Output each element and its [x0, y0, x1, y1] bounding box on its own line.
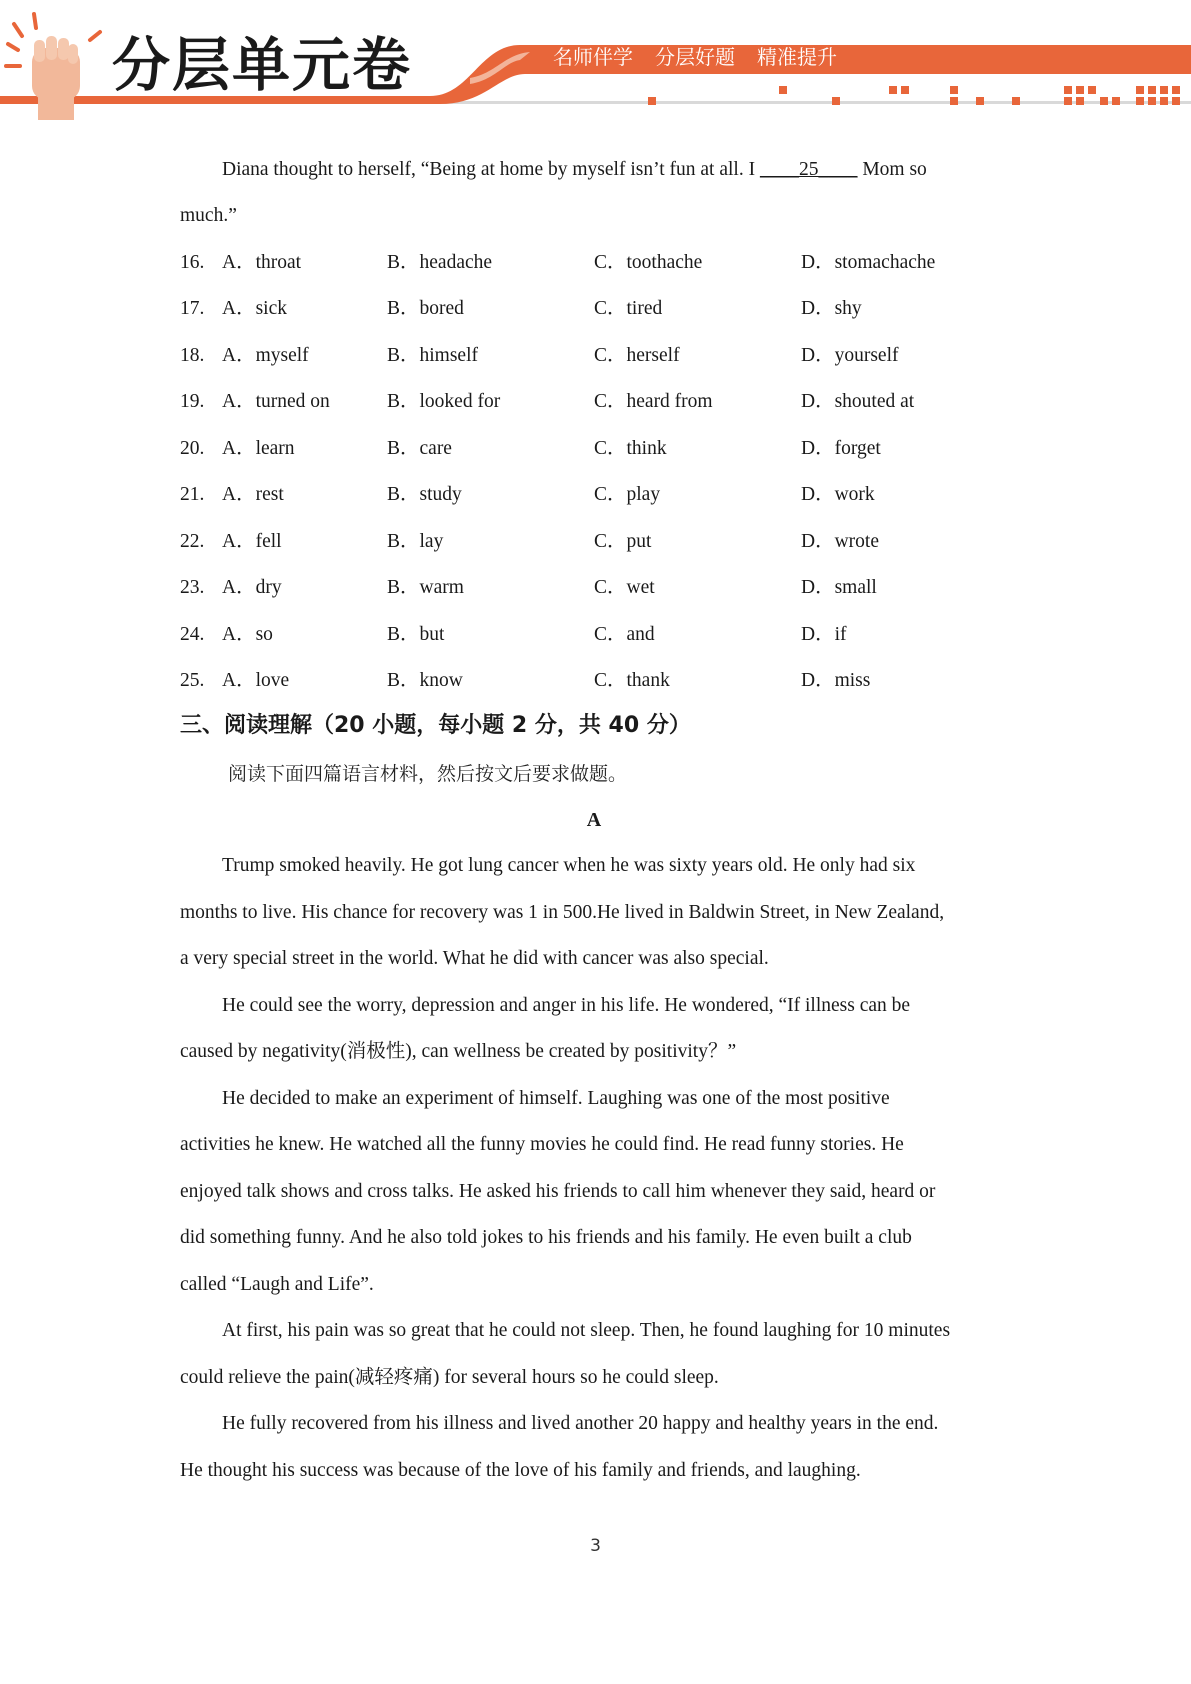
question-number: 22.: [180, 531, 205, 552]
question-row: [180, 297, 1020, 321]
question-row: [180, 483, 1020, 507]
option-c: C．herself: [594, 345, 680, 366]
question-number: 23.: [180, 577, 205, 598]
option-d: D．if: [801, 624, 847, 645]
question-number: 20.: [180, 438, 205, 459]
intro-text-after: Mom so: [857, 159, 927, 180]
passage-line: He decided to make an experiment of himself. Laughing was one of the most positive: [222, 1088, 890, 1109]
option-a: A．throat: [222, 252, 302, 273]
option-b: B．looked for: [387, 391, 501, 412]
option-d: D．small: [801, 577, 877, 598]
passage-line: caused by negativity(消极性), can wellness be created by positivity？”: [180, 1041, 737, 1062]
question-row: [180, 251, 1020, 275]
slogan-2: 分层好题: [655, 45, 735, 69]
option-a: A．love: [222, 670, 290, 691]
option-a: A．dry: [222, 577, 282, 598]
option-b: B．but: [387, 624, 445, 645]
answer-blank: ____25____: [759, 159, 858, 180]
question-row: [180, 530, 1020, 554]
option-d: D．work: [801, 484, 875, 505]
option-a: A．learn: [222, 438, 295, 459]
option-a: A．fell: [222, 531, 282, 552]
intro-line-2: much.”: [180, 205, 237, 226]
question-row: [180, 623, 1020, 647]
passage-line: called “Laugh and Life”.: [180, 1274, 374, 1295]
option-a: A．so: [222, 624, 273, 645]
option-d: D．miss: [801, 670, 871, 691]
passage-line: He thought his success was because of the love of his family and friends, and laughing.: [180, 1460, 861, 1481]
question-row: [180, 669, 1020, 693]
option-b: B．bored: [387, 298, 464, 319]
option-b: B．care: [387, 438, 452, 459]
option-b: B．study: [387, 484, 462, 505]
option-b: B．headache: [387, 252, 493, 273]
option-c: C．and: [594, 624, 655, 645]
section-title: 三、阅读理解（20 小题，每小题 2 分，共 40 分）: [180, 713, 691, 738]
option-d: D．stomachache: [801, 252, 936, 273]
page-number: 3: [590, 1536, 601, 1556]
option-a: A．sick: [222, 298, 287, 319]
question-number: 24.: [180, 624, 205, 645]
option-c: C．toothache: [594, 252, 703, 273]
option-c: C．play: [594, 484, 661, 505]
question-row: [180, 437, 1020, 461]
slogan-1: 名师伴学: [553, 45, 633, 69]
passage-line: could relieve the pain(减轻疼痛) for several hours so he could sleep.: [180, 1367, 719, 1388]
passage-line: At first, his pain was so great that he could not sleep. Then, he found laughing for 10 minutes: [222, 1320, 951, 1341]
option-d: D．shouted at: [801, 391, 915, 412]
passage-line: He could see the worry, depression and anger in his life. He wondered, “If illness can be: [222, 995, 911, 1016]
question-row: [180, 390, 1020, 414]
page-header: [0, 0, 1191, 125]
option-b: B．warm: [387, 577, 464, 598]
option-c: C．wet: [594, 577, 655, 598]
option-a: A．myself: [222, 345, 309, 366]
option-b: B．know: [387, 670, 463, 691]
intro-text-before: Diana thought to herself, “Being at home by myself isn’t fun at all. I: [222, 159, 760, 180]
option-d: D．yourself: [801, 345, 899, 366]
option-d: D．wrote: [801, 531, 879, 552]
slogan-3: 精准提升: [757, 45, 837, 69]
question-number: 16.: [180, 252, 205, 273]
passage-label: A: [586, 809, 602, 831]
question-row: [180, 344, 1020, 368]
brand-title: 分层单元卷: [112, 31, 413, 99]
option-b: B．lay: [387, 531, 444, 552]
fist-logo-icon: [6, 14, 100, 120]
passage-line: enjoyed talk shows and cross talks. He asked his friends to call him whenever they said, heard or: [180, 1181, 936, 1202]
question-row: [180, 576, 1020, 600]
section-instruction: 阅读下面四篇语言材料，然后按文后要求做题。: [228, 763, 628, 785]
option-c: C．put: [594, 531, 652, 552]
passage-line: activities he knew. He watched all the funny movies he could find. He read funny stories. He: [180, 1134, 904, 1155]
option-d: D．forget: [801, 438, 881, 459]
passage-line: He fully recovered from his illness and lived another 20 happy and healthy years in the end.: [222, 1413, 939, 1434]
passage-line: did something funny. And he also told jokes to his friends and his family. He even built a club: [180, 1227, 912, 1248]
option-d: D．shy: [801, 298, 862, 319]
question-number: 18.: [180, 345, 205, 366]
option-b: B．himself: [387, 345, 478, 366]
passage-line: a very special street in the world. What he did with cancer was also special.: [180, 948, 769, 969]
question-number: 21.: [180, 484, 205, 505]
passage-line: months to live. His chance for recovery was 1 in 500.He lived in Baldwin Street, in New Zealand,: [180, 902, 945, 923]
passage-line: Trump smoked heavily. He got lung cancer when he was sixty years old. He only had six: [222, 855, 916, 876]
option-a: A．rest: [222, 484, 284, 505]
intro-line-1: [222, 158, 927, 182]
question-number: 17.: [180, 298, 205, 319]
option-c: C．tired: [594, 298, 663, 319]
question-number: 25.: [180, 670, 205, 691]
option-c: C．think: [594, 438, 667, 459]
question-number: 19.: [180, 391, 205, 412]
option-c: C．heard from: [594, 391, 713, 412]
option-a: A．turned on: [222, 391, 330, 412]
option-c: C．thank: [594, 670, 670, 691]
